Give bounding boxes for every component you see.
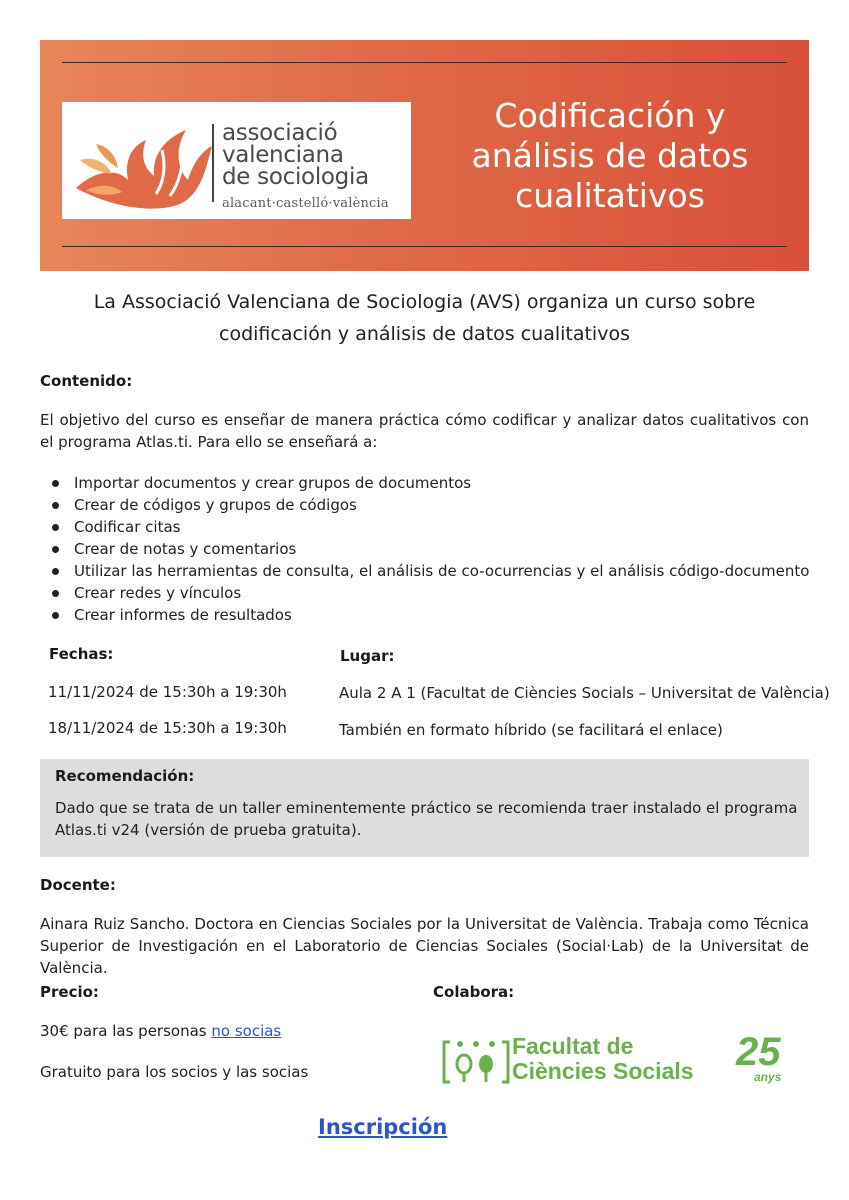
facultat-line-2: Ciències Socials xyxy=(512,1058,694,1084)
logo-line-3: de sociologia xyxy=(222,164,369,190)
list-item: Crear informes de resultados xyxy=(50,604,809,626)
list-item: Codificar citas xyxy=(50,516,809,538)
recomendacion-text: Dado que se trata de un taller eminentemente práctico se recomienda traer instalado el programa Atlas.ti v24 (versión de prueba gratuita). xyxy=(55,799,798,839)
list-item: Utilizar las herramientas de consulta, el análisis de co-ocurrencias y el análisis código-documento xyxy=(50,560,809,582)
list-item: Importar documentos y crear grupos de documentos xyxy=(50,472,809,494)
list-item: Crear redes y vínculos xyxy=(50,582,809,604)
course-title-line-3: cualitativos xyxy=(515,176,705,215)
course-title-line-1: Codificación y xyxy=(494,96,726,135)
bullet-icon xyxy=(52,546,59,553)
docente-heading: Docente: xyxy=(40,876,116,894)
recomendacion-box xyxy=(40,759,809,857)
banner-bottom-rule xyxy=(62,246,787,247)
header-banner xyxy=(40,40,809,271)
facultat-line-1: Facultat de xyxy=(512,1033,634,1059)
recomendacion-heading: Recomendación: xyxy=(55,767,195,785)
course-title xyxy=(420,96,800,216)
inscripcion-link[interactable]: Inscripción xyxy=(318,1115,448,1139)
bullet-icon xyxy=(52,568,59,575)
banner-top-rule xyxy=(62,62,787,63)
bullet-icon xyxy=(52,480,59,487)
intro-line-1: La Associació Valenciana de Sociologia (AVS) organiza un curso sobre xyxy=(93,291,756,313)
logo-line-1: associació xyxy=(222,120,338,146)
logo-cities: alacant·castelló·valència xyxy=(222,196,389,211)
avs-flame-icon xyxy=(66,110,214,212)
fecha-2: 18/11/2024 de 15:30h a 19:30h xyxy=(48,719,287,737)
colabora-heading: Colabora: xyxy=(433,983,515,1001)
course-title-line-2: análisis de datos xyxy=(471,136,749,175)
precio-prefix: 30€ para las personas xyxy=(40,1022,212,1040)
list-item: Crear de notas y comentarios xyxy=(50,538,809,560)
intro-text xyxy=(40,286,809,350)
fecha-1: 11/11/2024 de 15:30h a 19:30h xyxy=(48,683,287,701)
bullet-icon xyxy=(52,502,59,509)
contenido-heading: Contenido: xyxy=(40,372,133,390)
contenido-list xyxy=(50,472,809,626)
bullet-icon xyxy=(52,524,59,531)
fechas-heading: Fechas: xyxy=(49,645,114,663)
bullet-icon xyxy=(52,590,59,597)
logo-wordmark xyxy=(222,122,369,188)
logo-divider xyxy=(212,124,214,202)
bullet-icon xyxy=(52,612,59,619)
precio-line-2: Gratuito para los socios y las socias xyxy=(40,1063,309,1081)
logo-line-2: valenciana xyxy=(222,142,344,168)
docente-text: Ainara Ruiz Sancho. Doctora en Ciencias Sociales por la Universitat de València. Trabaja como Técnica Superior de Investigación en el Laboratorio de Ciencias Sociales (Social·Lab) de la Universitat de València. xyxy=(40,915,809,977)
lugar-line-1: Aula 2 A 1 (Facultat de Ciències Socials – Universitat de València) xyxy=(339,684,830,702)
list-item: Crear de códigos y grupos de códigos xyxy=(50,494,809,516)
facultat-logo xyxy=(440,1030,800,1090)
intro-line-2: codificación y análisis de datos cualitativos xyxy=(219,323,630,345)
facultat-wordmark xyxy=(512,1034,694,1084)
facultat-icon xyxy=(440,1034,512,1090)
contenido-text: El objetivo del curso es enseñar de manera práctica cómo codificar y analizar datos cualitativos con el programa Atlas.ti. Para ello se enseñará a: xyxy=(40,411,809,451)
anniversary-anys: anys xyxy=(754,1070,782,1084)
anniversary-badge xyxy=(732,1032,792,1088)
lugar-line-2: También en formato híbrido (se facilitará el enlace) xyxy=(339,721,723,739)
no-socias-link[interactable]: no socias xyxy=(211,1022,282,1040)
lugar-heading: Lugar: xyxy=(340,647,395,665)
precio-line-1 xyxy=(40,1020,281,1042)
anniversary-number: 25 xyxy=(736,1030,781,1074)
avs-logo xyxy=(62,102,411,219)
precio-heading: Precio: xyxy=(40,983,99,1001)
